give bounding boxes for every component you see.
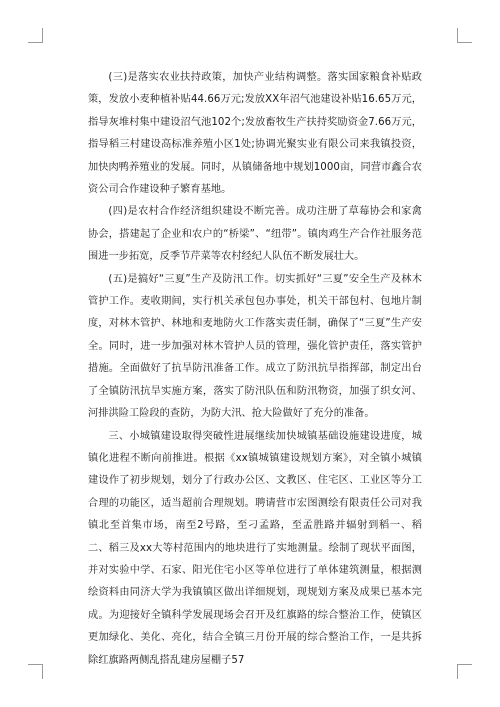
crop-mark-bottom-right <box>457 664 472 679</box>
document-body <box>88 67 422 672</box>
paragraph-agricultural-support: (三)是落实农业扶持政策，加快产业结构调整。落实国家粮食补贴政策，发放小麦种植补贴44.66万元;发放XX年沼气池建设补贴16.65万元，指导灰堆村集中建设沼气池102个;发放畜牧生产扶持奖励资金7.66万元，指导稻三村建设高标准养殖小区1处;协调光聚实业有限公司来我镇投资，加快肉鸭养殖业的发展。同时，从镇储备地中规划1000亩，同营市鑫合农资公司合作建设种子繁育基地。 <box>88 72 422 196</box>
paragraph-summer-harvest-flood-control: (五)是搞好“三夏”生产及防汛工作。切实抓好“三夏”安全生产及林木管护工作。麦收期间，实行机关承包包办事处，机关干部包村、包地片制度，对林木管护、林地和麦地防火工作落实责任制，确保了“三夏”生产安全。同时，进一步加强对林木管护人员的管理，强化管护责任，落实管护措施。全面做好了抗旱防汛准备工作。成立了防汛抗旱指挥部，制定出台了全镇防汛抗旱实施方案，落实了防汛队伍和防汛物资，加强了织女河、河排洪险工险段的查防，为防大汛、抢大险做好了充分的准备。 <box>88 273 422 420</box>
crop-mark-top-left <box>28 28 43 43</box>
paragraph-cooperative-organizations: (四)是农村合作经济组织建设不断完善。成功注册了草莓协会和家禽协会，搭建起了企业和农户的“桥梁”、“纽带”。镇肉鸡生产合作社服务范围进一步拓宽，反季节芹菜等农村经纪人队伍不断发展壮大。 <box>88 206 422 263</box>
crop-mark-bottom-left <box>28 664 43 679</box>
crop-mark-top-right <box>457 28 472 43</box>
paragraph-town-construction: 三、小城镇建设取得突破性进展继续加快城镇基础设施建设进度，城镇化进程不断向前推进。根据《xx镇城镇建设规划方案》，对全镇小城镇建设作了初步规划，划分了行政办公区、文教区、住宅区、工业区等分工合理的功能区，适当超前合理规划。聘请营市宏图测绘有限责任公司对我镇北至首集市场，南至2号路，至刁孟路，至孟胜路并辐射到稻一、稻二、稻三及xx大等村范围内的地块进行了实地测量。绘制了现状平面图，并对实验中学、石家、阳光住宅小区等单位进行了单体建筑测量，根据测绘资料由同济大学为我镇镇区做出详细规划，现规划方案及成果已基本完成。为迎接好全镇科学发展现场会召开及红旗路的综合整治工作，使镇区更加绿化、美化、亮化，结合全镇三月份开展的综合整治工作，一是共拆除红旗路两侧乱搭乱建房屋棚子57 <box>88 430 422 666</box>
